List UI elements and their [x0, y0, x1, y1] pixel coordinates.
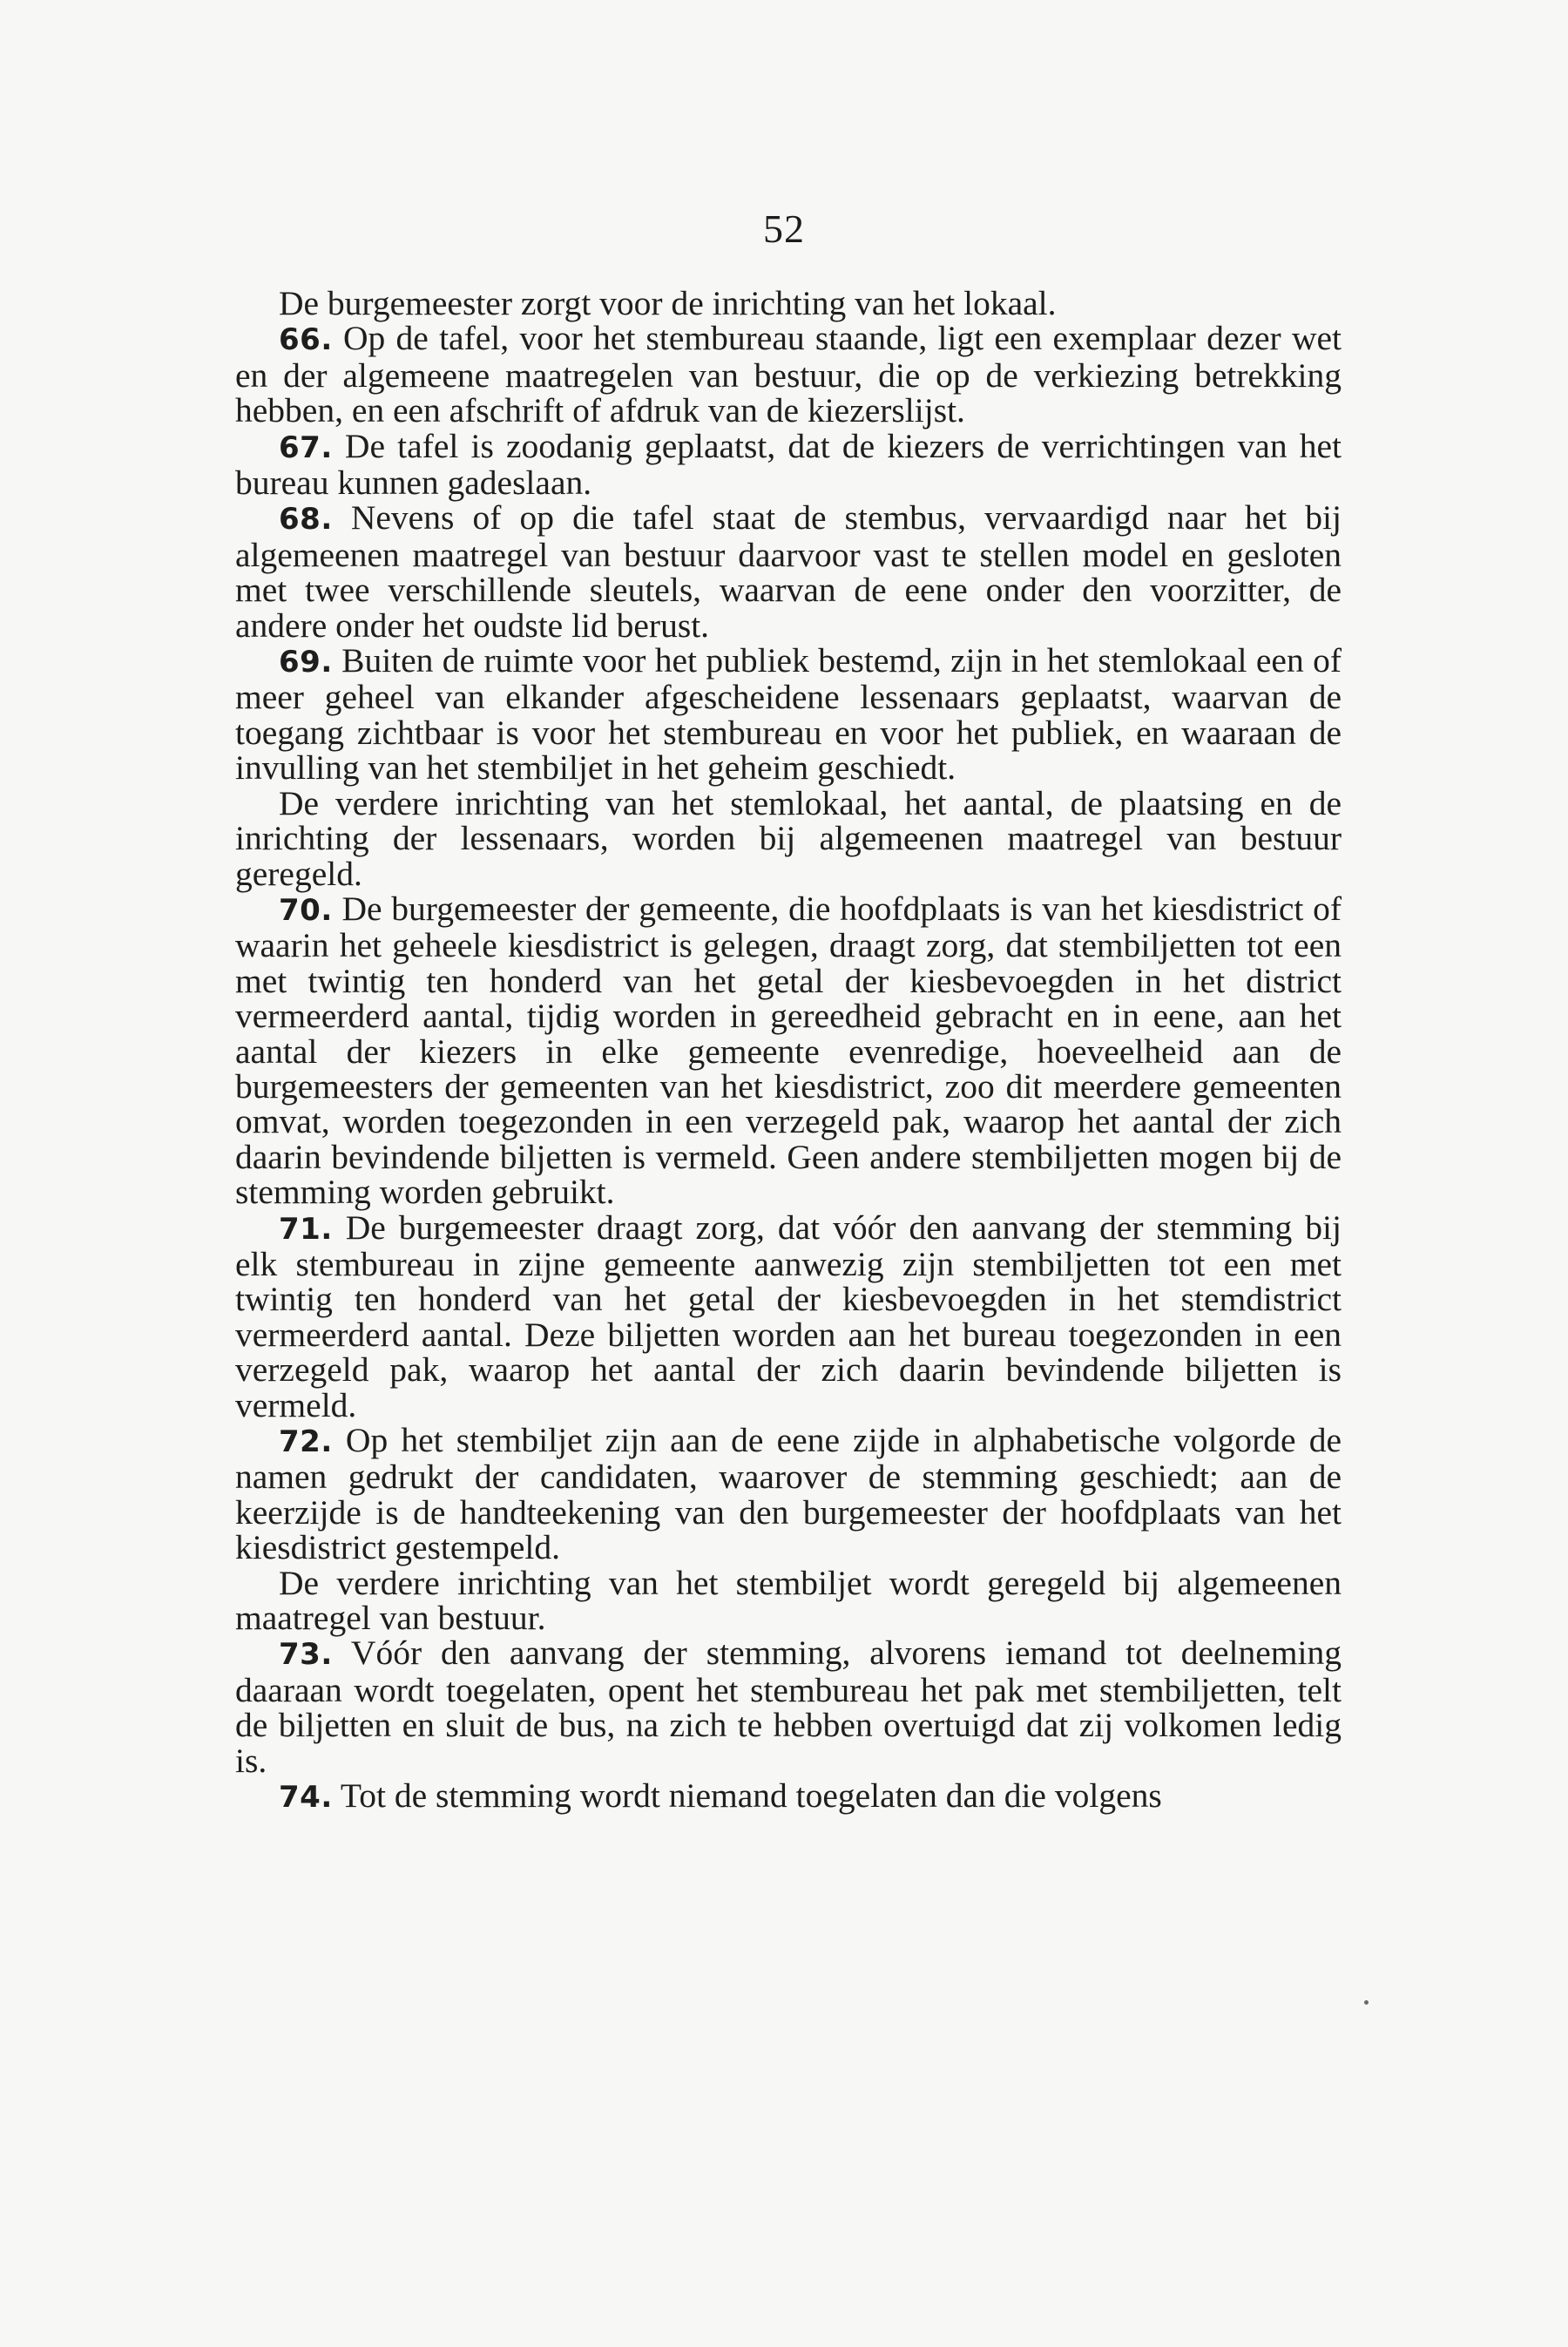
paragraph-text: De burgemeester draagt zorg, dat vóór den aanvang der stemming bij elk stembureau in zijne gemeente aanwezig zijn stembiljetten tot een met twintig ten honderd van het getal der kiesbevoegden in het stemdistrict vermeerderd aantal. Deze biljetten worden aan het bureau toegezonden in een verzegeld pak, waarop het aantal der zich daarin bevindende biljetten is vermeld. — [235, 1207, 1342, 1424]
paragraph-text: Vóór den aanvang der stemming, alvorens iemand tot deelneming daaraan wordt toegelaten, opent het stembureau het pak met stembiljetten, telt de biljetten en sluit de bus, na zich te hebben overtuigd dat zij volkomen ledig is. — [235, 1633, 1342, 1780]
article-number: 72. — [279, 1424, 333, 1459]
paragraph-text: De burgemeester zorgt voor de inrichting van het lokaal. — [279, 284, 1057, 322]
paragraph-continuation — [235, 286, 1342, 321]
article-67 — [235, 426, 1342, 503]
article-number: 66. — [279, 322, 333, 358]
paragraph-text: Op de tafel, voor het stembureau staande, ligt een exemplaar dezer wet en der algemeene maatregelen van bestuur, die op de verkiezing betrekking hebben, en een afschrift of afdruk van de kiezerslijst. — [235, 319, 1342, 430]
paragraph-text: De tafel is zoodanig geplaatst, dat de kiezers de verrichtingen van het bureau kunnen gadeslaan. — [235, 426, 1342, 503]
article-number: 70. — [279, 892, 333, 928]
article-number: 68. — [279, 502, 333, 538]
paragraph-text: Tot de stemming wordt niemand toegelaten dan die volgens — [340, 1776, 1162, 1816]
paragraph-text: De burgemeester der gemeente, die hoofdplaats is van het kiesdistrict of waarin het geheele kiesdistrict is gelegen, draagt zorg, dat stembiljetten tot een met twintig ten honderd van het getal der kiesbevoegden in het district vermeerderd aantal, tijdig worden in gereedheid gebracht en in eene, aan het aantal der kiezers in elke gemeente evenredige, hoeveelheid aan de burgemeesters der gemeenten van het kiesdistrict, zoo dit meerdere gemeenten omvat, worden toegezonden in een verzegeld pak, waarop het aantal der zich daarin bevindende biljetten is vermeld. Geen andere stembiljetten mogen bij de stemming worden gebruikt. — [235, 889, 1342, 1212]
scan-speck — [1364, 2000, 1369, 2005]
article-number: 67. — [279, 429, 333, 465]
body-text — [235, 286, 1342, 1815]
article-74 — [235, 1778, 1342, 1815]
article-72 — [235, 1423, 1342, 1566]
article-number: 73. — [279, 1637, 333, 1673]
article-number: 74. — [279, 1780, 333, 1816]
article-73 — [235, 1635, 1342, 1778]
article-70 — [235, 891, 1342, 1210]
paragraph-text: De verdere inrichting van het stemlokaal, het aantal, de plaatsing en de inrichting der lessenaars, worden bij algemeenen maatregel van bestuur geregeld. — [235, 783, 1342, 893]
article-66 — [235, 321, 1342, 428]
paragraph-text: Nevens of op die tafel staat de stembus, vervaardigd naar het bij algemeenen maatregel van bestuur daarvoor vast te stellen model en gesloten met twee verschillende sleutels, waarvan de eene onder den voorzitter, de andere onder het oudste lid berust. — [235, 498, 1342, 645]
paragraph-text: Buiten de ruimte voor het publiek bestemd, zijn in het stemlokaal een of meer geheel van elkander afgescheidene lessenaars geplaatst, waarvan de toegang zichtbaar is voor het stembureau en voor het publiek, en waaraan de invulling van het stembiljet in het geheim geschiedt. — [235, 641, 1342, 788]
article-68 — [235, 500, 1342, 643]
paragraph-continuation — [235, 783, 1342, 893]
article-number: 69. — [279, 645, 333, 680]
paragraph-text: Op het stembiljet zijn aan de eene zijde in alphabetische volgorde de namen gedrukt der candidaten, waarover de stemming geschiedt; aan de keerzijde is de handteekening van den burgemeester der hoofdplaats van het kiesdistrict gestempeld. — [235, 1421, 1342, 1567]
article-number: 71. — [279, 1211, 333, 1247]
article-69 — [235, 643, 1342, 786]
paragraph-text: De verdere inrichting van het stembiljet wordt geregeld bij algemeenen maatregel van bestuur. — [235, 1563, 1342, 1638]
paragraph-continuation — [235, 1563, 1342, 1638]
page-number: 52 — [763, 206, 805, 251]
article-71 — [235, 1207, 1342, 1424]
